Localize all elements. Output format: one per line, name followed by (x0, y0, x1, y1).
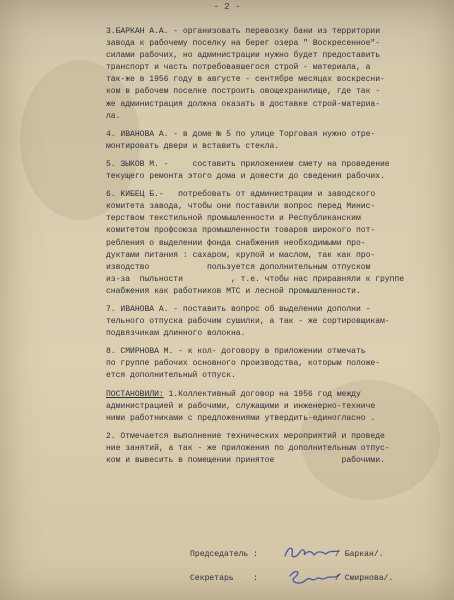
list-item (106, 304, 452, 340)
text-line: тельного отпуска рабочим сушилки, а так - же сортировщикам- (106, 317, 390, 327)
text-line: изводство пользуется дополнительным отпуском (106, 262, 371, 272)
signature-title: Председатель : (190, 550, 258, 559)
signature-name: / Смирнова/. (335, 574, 394, 583)
list-item (106, 26, 452, 123)
text-line: ком в рабочем поселке построить овощехранилище, где так - (106, 87, 381, 97)
signature-name: / Баркан/. (335, 550, 384, 559)
chairman-signature-mark (282, 542, 342, 564)
text-line: ние занятий, а так - же приложения по дополнительным отпус- (106, 443, 390, 453)
signature-title: Секретарь : (190, 574, 258, 583)
text-line: ется дополнительный отпуск. (106, 371, 236, 381)
signatures-block (190, 550, 450, 598)
document-body (106, 26, 452, 467)
text-line: 5. ЗЫКОВ М. - составить приложением смету на проведение (106, 159, 390, 169)
text-line: ла. (106, 111, 121, 121)
text-line: дуктами питания : сахаром, крупой и маслом, так как про- (106, 250, 376, 260)
text-line: 8. СМИРНОВА М. - к кол- договору в приложении отмечать (106, 347, 366, 357)
text-line: 3.БАРКАН А.А. - организовать перевозку бани из территории (106, 27, 381, 36)
text-line: администрацией и рабочими, служащими и инженерно-техниче (106, 401, 376, 411)
text-line: ними работниками с предложениями утвердить-единогласно . (106, 413, 376, 423)
text-line: ребления о выделении фонда снабжения необходимыми про- (106, 238, 366, 248)
signature-row-secretary (190, 574, 450, 598)
text-line: 6. КИБЕЦ Б.- потребовать от администрации и заводского (106, 190, 376, 200)
list-item (106, 129, 452, 153)
text-line: из-за пыльности , т.е. чтобы нас приравняли к группе (106, 274, 405, 284)
resolution-section (106, 389, 452, 468)
text-line: ком и вывесить в помещении принятое рабочими. (106, 456, 385, 465)
text-line: по группе рабочих основного производства, которым положе- (106, 359, 381, 369)
page-number: - 2 - (213, 2, 241, 12)
text-line: текущего ремонта этого дома и довести до сведения рабочих. (106, 172, 385, 182)
text-line: силами рабочих, но администрации нужно будет предоставить (106, 51, 381, 61)
list-item (106, 346, 452, 382)
text-line: транспорт и часть потребовавшегося строй - материала, а (106, 63, 371, 73)
text-line (106, 389, 452, 401)
text-line: завода к рабочему поселку на берег озера " Воскресенное"- (106, 39, 381, 49)
text-line: терством текстильной промышленности и Республиканским (106, 214, 361, 224)
list-item (106, 159, 452, 183)
resolution-label: ПОСТАНОВИЛИ: (106, 389, 164, 399)
text-line: 4. ИВАНОВА А. - в доме № 5 по улице Торговая нужно отре- (106, 129, 376, 139)
text-line: снабжения как работников МТС и лесной промышленности. (106, 286, 361, 296)
resolution-first-line: 1.Коллективный договор на 1956 год между (163, 389, 361, 399)
text-line: подвязчикам длинного волокна. (106, 329, 246, 339)
text-line: так-же в 1956 году в августе - сентябре месяцах воскресни- (106, 75, 385, 85)
resolution-text (106, 389, 452, 468)
text-line: же администрация должна оказать в доставке строй-материа- (106, 99, 381, 109)
text-line: 7. ИВАНОВА А. - поставить вопрос об выделении дополни - (106, 304, 371, 314)
text-line: комитетом профсоюза промышленности товаров широкого пот- (106, 226, 376, 236)
items-list (106, 26, 452, 383)
text-line: 2. Отмечается выполнение технических мероприятий и проведе (106, 431, 385, 441)
list-item (106, 189, 452, 298)
text-line: монтировать двери и вставить стекла. (106, 141, 280, 151)
text-line: комитета завода, чтобы они поставили вопрос перед Минис- (106, 202, 376, 212)
